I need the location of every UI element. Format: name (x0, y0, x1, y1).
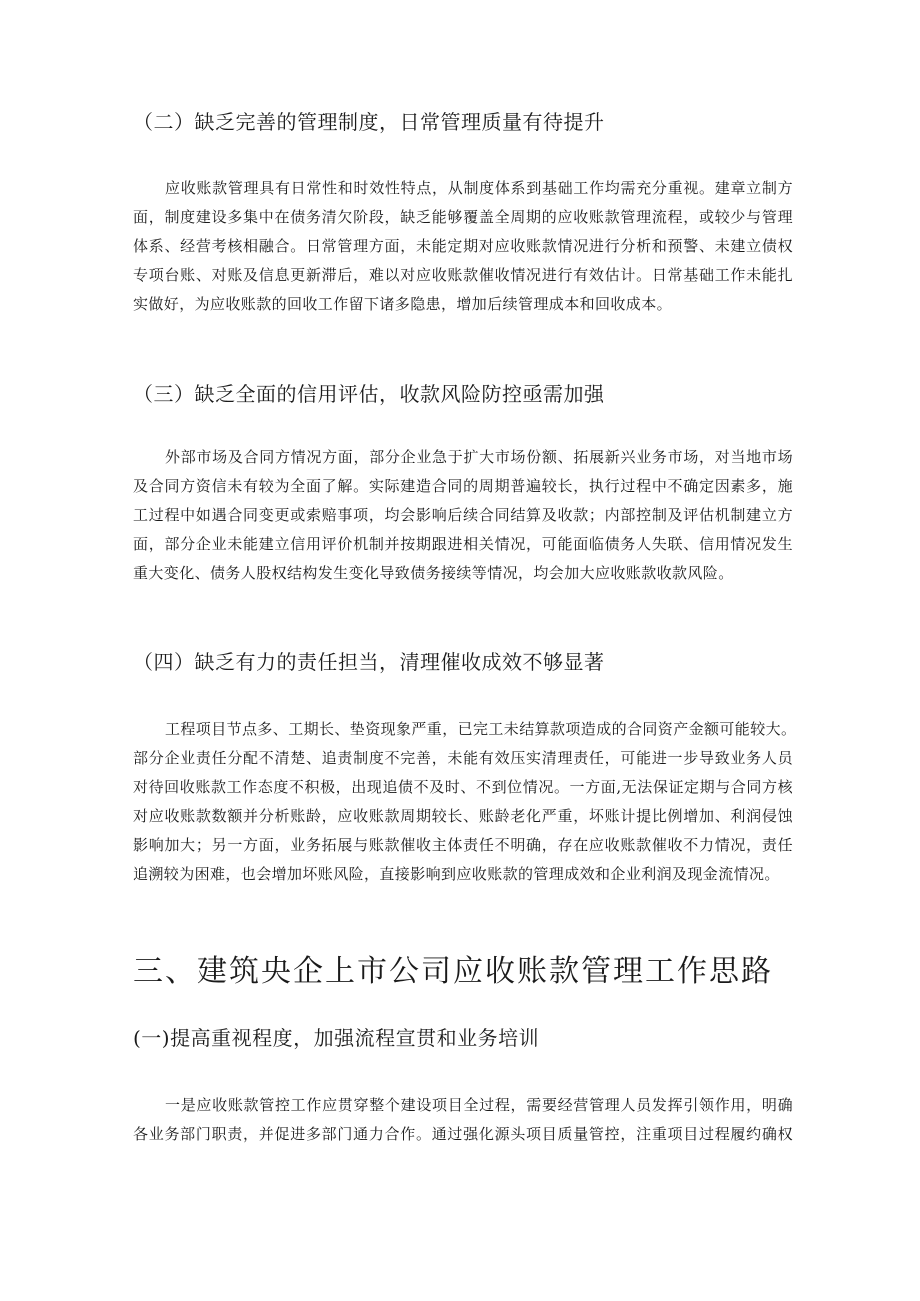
paragraph-line: 面，部分企业未能建立信用评价机制并按期跟进相关情况，可能面临债务人失联、信用情况发生 (133, 535, 793, 553)
section-heading-2: （二）缺乏完善的管理制度，日常管理质量有待提升 (133, 110, 605, 134)
paragraph-line: 各业务部门职责，并促进多部门通力合作。通过强化源头项目质量管控，注重项目过程履约确权 (133, 1125, 793, 1143)
paragraph-line: 专项台账、对账及信息更新滞后，难以对应收账款催收情况进行有效估计。日常基础工作未能扎 (133, 266, 793, 284)
paragraph-line: 一是应收账款管控工作应贯穿整个建设项目全过程，需要经营管理人员发挥引领作用，明确 (165, 1096, 793, 1114)
paragraph-line: 应收账款管理具有日常性和时效性特点，从制度体系到基础工作均需充分重视。建章立制方 (165, 179, 793, 197)
paragraph-line: 工过程中如遇合同变更或索赔事项，均会影响后续合同结算及收款；内部控制及评估机制建立方 (133, 506, 793, 524)
section-paragraph-4 (133, 715, 797, 889)
paragraph-line: 部分企业责任分配不清楚、追责制度不完善，未能有效压实清理责任，可能进一步导致业务人员 (133, 749, 793, 767)
subsection-heading: (一)提高重视程度，加强流程宣贯和业务培训 (133, 1026, 540, 1050)
paragraph-line: 工程项目节点多、工期长、垫资现象严重，已完工未结算款项造成的合同资产金额可能较大。 (165, 720, 797, 738)
paragraph-line: 实做好，为应收账款的回收工作留下诸多隐患，增加后续管理成本和回收成本。 (133, 295, 673, 313)
paragraph-line: 外部市场及合同方情况方面，部分企业急于扩大市场份额、拓展新兴业务市场，对当地市场 (165, 448, 793, 466)
section-heading-4: （四）缺乏有力的责任担当，清理催收成效不够显著 (133, 650, 605, 674)
section-heading-3: （三）缺乏全面的信用评估，收款风险防控亟需加强 (133, 382, 605, 406)
subsection-paragraph (133, 1091, 793, 1149)
section-paragraph-3 (133, 443, 793, 588)
paragraph-line: 体系、经营考核相融合。日常管理方面，未能定期对应收账款情况进行分析和预警、未建立债权 (133, 237, 793, 255)
paragraph-line: 影响加大；另一方面，业务拓展与账款催收主体责任不明确，存在应收账款催收不力情况，责任 (133, 836, 793, 854)
paragraph-line: 追溯较为困难，也会增加坏账风险，直接影响到应收账款的管理成效和企业利润及现金流情况。 (133, 865, 780, 883)
section-paragraph-2 (133, 174, 793, 319)
paragraph-line: 重大变化、债务人股权结构发生变化导致债务接续等情况，均会加大应收账款收款风险。 (133, 564, 734, 582)
paragraph-line: 面，制度建设多集中在债务清欠阶段，缺乏能够覆盖全周期的应收账款管理流程，或较少与管理 (133, 208, 793, 226)
paragraph-line: 对待回收账款工作态度不积极，出现追债不及时、不到位情况。一方面,无法保证定期与合同方核 (133, 778, 793, 796)
chapter-title: 三、建筑央企上市公司应收账款管理工作思路 (133, 954, 773, 989)
paragraph-line: 对应收账款数额并分析账龄，应收账款周期较长、账龄老化严重，坏账计提比例增加、利润侵蚀 (133, 807, 793, 825)
paragraph-line: 及合同方资信未有较为全面了解。实际建造合同的周期普遍较长，执行过程中不确定因素多，施 (133, 477, 793, 495)
